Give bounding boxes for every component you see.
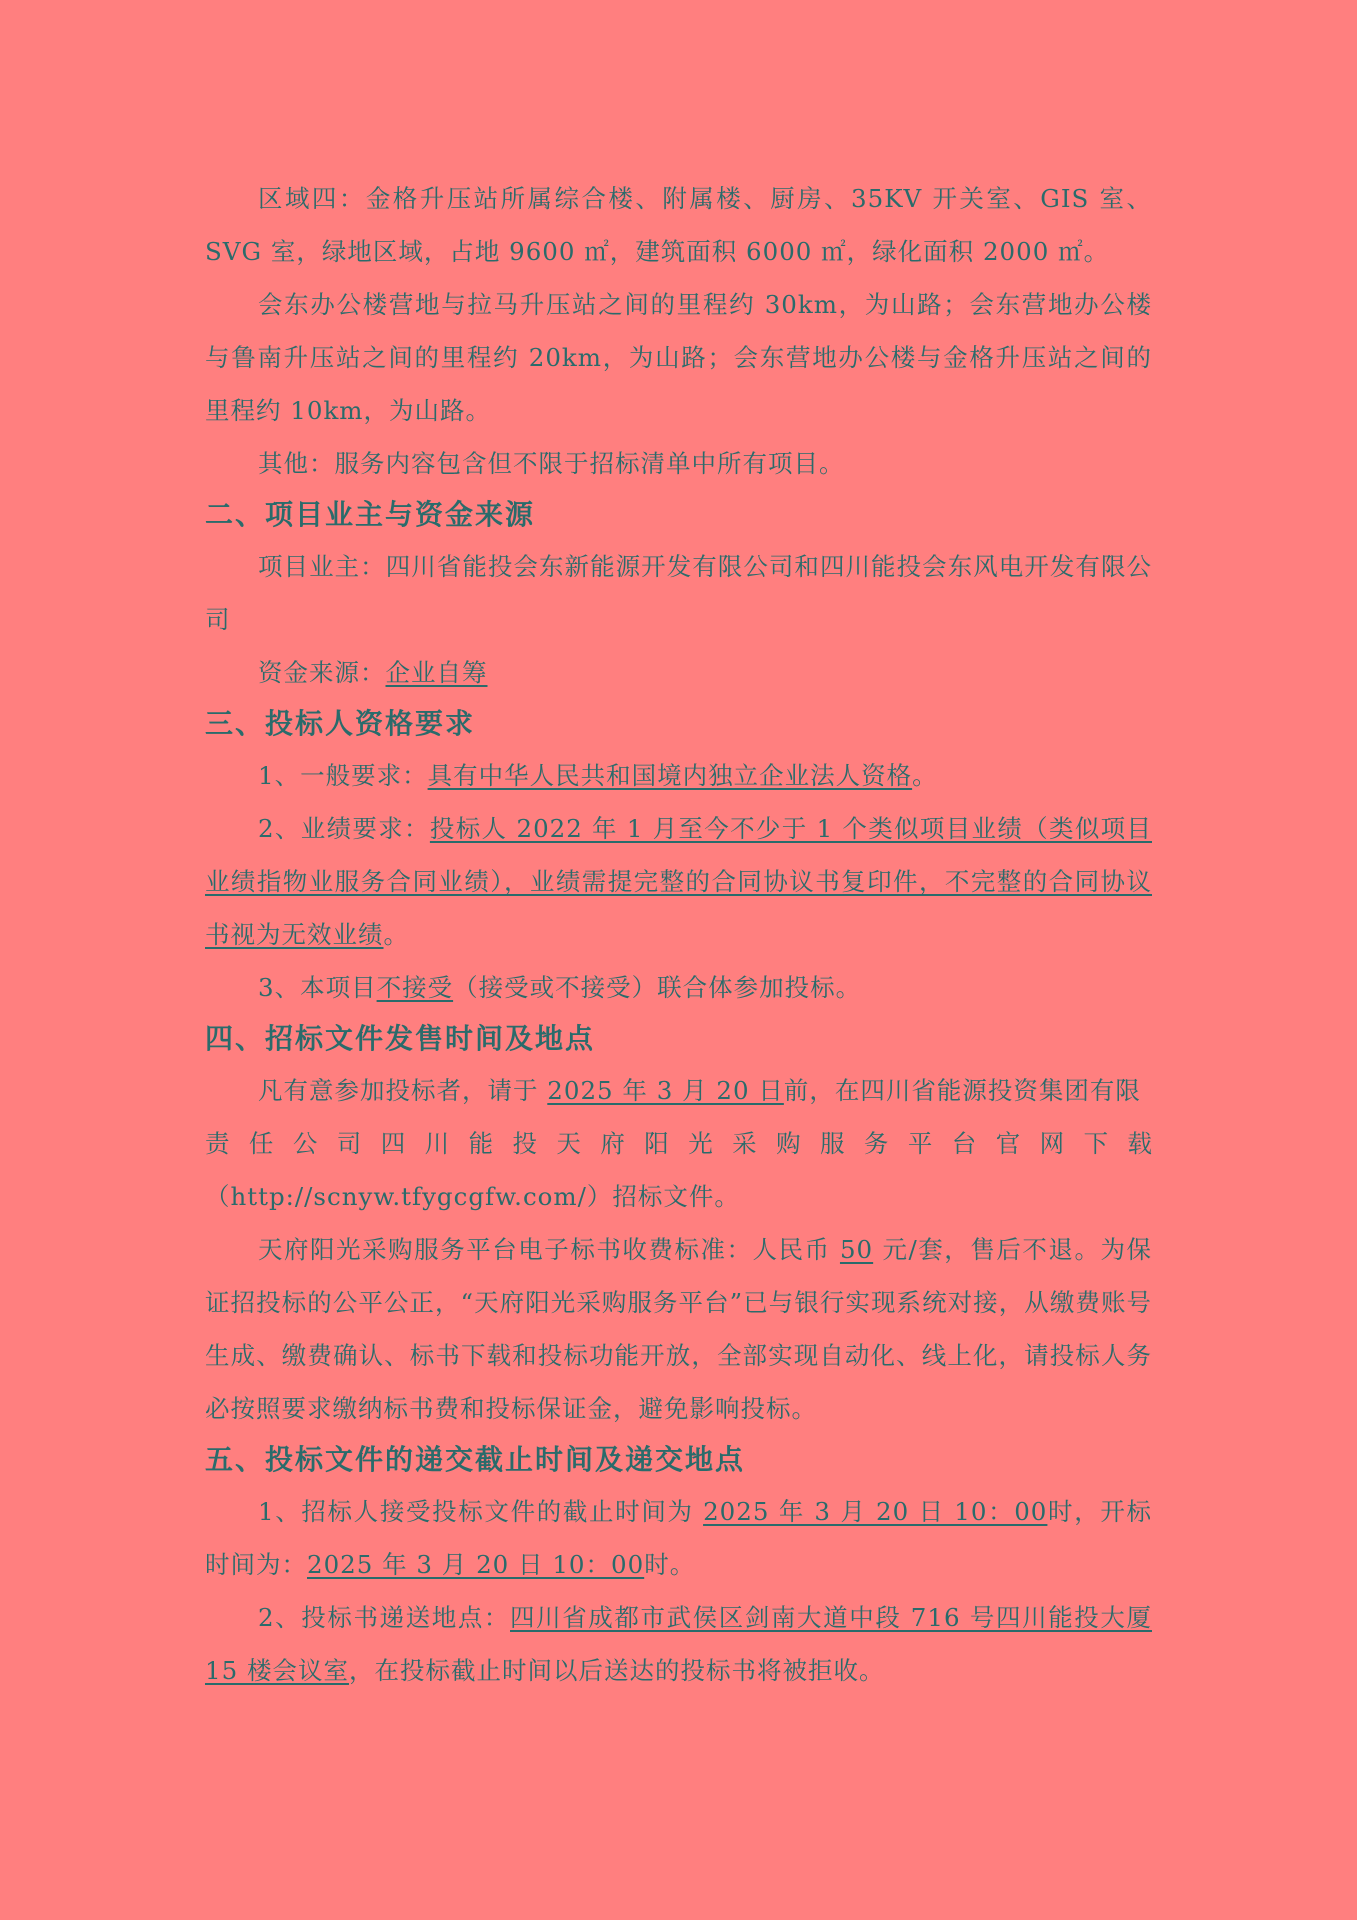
deadline-mid: 时，开标时间为： <box>205 1497 1153 1579</box>
section-four-heading: 四、招标文件发售时间及地点 <box>205 1022 596 1055</box>
requirement-1-value: 具有中华人民共和国境内独立企业法人资格 <box>427 761 913 790</box>
distance-paragraph: 会东办公楼营地与拉马升压站之间的里程约 30km，为山路；会东营地办公楼与鲁南升压站之间的里程约 20km，为山路；会东营地办公楼与金格升压站之间的里程约 10km，为山路。 <box>205 290 1152 425</box>
sale-date: 2025 年 3 月 20 日 <box>547 1076 784 1105</box>
deadline-prefix: 1、招标人接受投标文件的截止时间为 <box>258 1497 704 1526</box>
funding-label: 资金来源： <box>258 658 386 687</box>
requirement-2-label: 2、业绩要求： <box>258 814 430 843</box>
sale-url-line: （http://scnyw.tfygcgfw.com/）招标文件。 <box>205 1182 740 1211</box>
requirement-3 <box>205 961 1152 1014</box>
requirement-3-suffix: （接受或不接受）联合体参加投标。 <box>453 973 862 1002</box>
section-five-heading: 五、投标文件的递交截止时间及递交地点 <box>205 1443 746 1476</box>
fee-amount: 50 <box>839 1235 874 1264</box>
fee-paragraph <box>205 1223 1152 1435</box>
delivery-prefix: 2、投标书递送地点： <box>258 1603 511 1632</box>
deadline-time: 2025 年 3 月 20 日 10：00 <box>703 1497 1048 1526</box>
requirement-1-end: 。 <box>912 761 938 790</box>
document-page <box>205 172 1152 1697</box>
requirement-3-prefix: 3、本项目 <box>258 973 377 1002</box>
delivery-suffix: ，在投标截止时间以后送达的投标书将被拒收。 <box>348 1656 885 1685</box>
sale-paragraph-line2: 责任公司四川能投天府阳光采购服务平台官网下载 <box>205 1129 1152 1158</box>
sale-prefix: 凡有意参加投标者，请于 <box>258 1076 548 1105</box>
fee-prefix: 天府阳光采购服务平台电子标书收费标准：人民币 <box>258 1235 840 1264</box>
deadline-paragraph <box>205 1485 1152 1591</box>
section-two-heading: 二、项目业主与资金来源 <box>205 498 536 531</box>
fee-suffix: 元/套，售后不退。为保证招投标的公平公正，“天府阳光采购服务平台”已与银行实现系统对接，从缴费账号生成、缴费确认、标书下载和投标功能开放，全部实现自动化、线上化，请投标人务必按照要求缴纳标书费和投标保证金，避免影响投标。 <box>205 1235 1152 1423</box>
funding-paragraph <box>205 646 1152 699</box>
requirement-1 <box>205 749 1152 802</box>
delivery-place: 四川省成都市武侯区剑南大道中段 716 号四川能投大厦 15 楼会议室 <box>205 1603 1152 1685</box>
area4-paragraph: 区域四：金格升压站所属综合楼、附属楼、厨房、35KV 开关室、GIS 室、SVG 室，绿地区域，占地 9600 ㎡，建筑面积 6000 ㎡，绿化面积 2000 ㎡。 <box>205 184 1152 266</box>
sale-paragraph-line1 <box>205 1064 1152 1117</box>
deadline-end: 时。 <box>644 1550 696 1579</box>
opening-time: 2025 年 3 月 20 日 10：00 <box>307 1550 645 1579</box>
section-three-heading: 三、投标人资格要求 <box>205 707 476 740</box>
requirement-3-value: 不接受 <box>376 973 454 1002</box>
funding-value: 企业自筹 <box>385 658 488 687</box>
requirement-1-label: 1、一般要求： <box>258 761 428 790</box>
sale-suffix: 前，在四川省能源投资集团有限 <box>783 1076 1141 1105</box>
owner-paragraph: 项目业主：四川省能投会东新能源开发有限公司和四川能投会东风电开发有限公司 <box>205 552 1152 634</box>
requirement-2-end: 。 <box>383 920 409 949</box>
delivery-paragraph <box>205 1591 1152 1697</box>
requirement-2 <box>205 802 1152 961</box>
requirement-2-value: 投标人 2022 年 1 月至今不少于 1 个类似项目业绩（类似项目业绩指物业服务合同业绩），业绩需提完整的合同协议书复印件，不完整的合同协议书视为无效业绩 <box>205 814 1152 949</box>
other-paragraph: 其他：服务内容包含但不限于招标清单中所有项目。 <box>258 449 845 478</box>
